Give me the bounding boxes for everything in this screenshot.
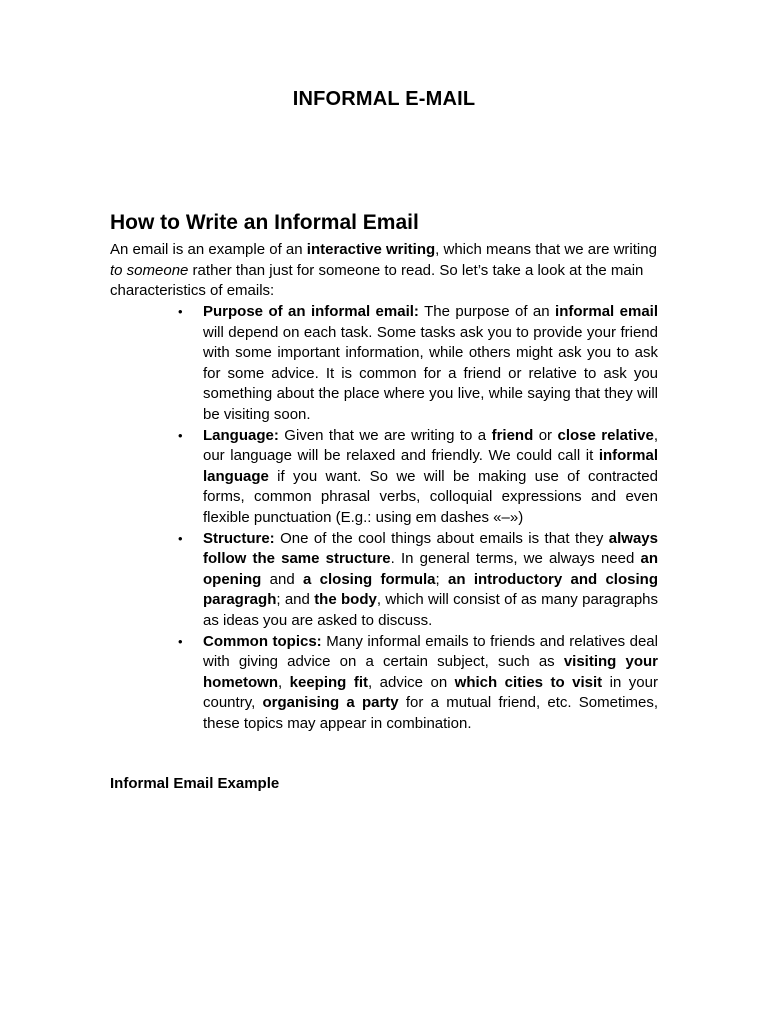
language-label: Language: [203, 426, 279, 444]
language-text-3: , our language will be relaxed and friendly. We could call it [203, 426, 658, 465]
topics-text-4: in your country, [203, 673, 658, 712]
structure-bold-body: the body [314, 591, 377, 609]
intro-italic-to-someone: to someone [110, 261, 189, 279]
language-bold-informal-language: informal language [203, 447, 658, 485]
purpose-text-2: will depend on each task. Some tasks ask you to provide your friend with some important information, while others might ask you to ask for some advice. It is common for a friend or relative to ask you something about the place where you live, while saying that they will be visiting soon. [203, 323, 658, 423]
language-text-1: Given that we are writing to a [278, 426, 492, 444]
structure-text-4: ; [435, 570, 448, 588]
intro-text-3: rather than just for someone to read. So let’s take a look at the main characteristics of emails: [110, 261, 644, 299]
structure-text-2: . In general terms, we always need [390, 550, 641, 568]
intro-bold-interactive-writing: interactive writing [306, 241, 436, 258]
purpose-bold-informal-email: informal email [555, 303, 659, 320]
intro-paragraph [110, 240, 658, 302]
language-text-2: or [533, 426, 558, 444]
topics-text-1: Many informal emails to friends and relatives deal with giving advice on a certain subject, such as [203, 632, 658, 671]
structure-text-3: and [261, 570, 303, 588]
structure-text-5: ; and [276, 591, 315, 609]
bullet-icon: • [178, 633, 183, 649]
characteristics-list [110, 302, 658, 734]
topics-bold-party: organising a party [262, 694, 399, 712]
structure-bold-same-structure: always follow the same structure [203, 529, 658, 568]
section-heading: How to Write an Informal Email [110, 211, 419, 234]
document-title: INFORMAL E-MAIL [292, 88, 476, 110]
list-item-structure [110, 529, 658, 632]
topics-text-3: , advice on [367, 673, 455, 691]
list-item-topics [110, 632, 658, 735]
structure-bold-opening: an opening [203, 550, 658, 588]
structure-bold-closing-formula: a closing formula [303, 570, 436, 588]
intro-text-1: An email is an example of an [110, 241, 307, 258]
structure-text-6: , which will consist of as many paragraphs as ideas you are asked to discuss. [203, 591, 659, 629]
language-bold-friend: friend [491, 426, 534, 444]
topics-label: Common topics: [203, 632, 322, 650]
topics-bold-cities: which cities to visit [454, 673, 603, 691]
topics-bold-hometown: visiting your hometown [203, 653, 658, 691]
purpose-text-1: The purpose of an [418, 303, 556, 320]
language-text-4: if you want. So we will be making use of contracted forms, common phrasal verbs, colloquial expressions and even flexible punctuation (E.g.: using em dashes «–») [203, 467, 658, 526]
topics-text-2: , [278, 673, 290, 691]
language-bold-close-relative: close relative [557, 426, 654, 444]
topics-bold-keeping-fit: keeping fit [289, 673, 368, 691]
intro-text-2: , which means that we are writing [435, 241, 657, 258]
bullet-icon: • [178, 530, 183, 546]
purpose-label: Purpose of an informal email: [203, 303, 419, 320]
topics-text-5: for a mutual friend, etc. Sometimes, these topics may appear in combination. [203, 694, 658, 732]
structure-label: Structure: [203, 529, 275, 547]
list-item-purpose [110, 302, 658, 426]
list-item-language [110, 426, 658, 529]
bullet-icon: • [178, 304, 183, 319]
bullet-icon: • [178, 427, 183, 443]
structure-bold-paragraph: an introductory and closing paragragh [203, 570, 658, 609]
structure-text-1: One of the cool things about emails is that they [274, 529, 609, 547]
example-heading: Informal Email Example [110, 775, 280, 792]
